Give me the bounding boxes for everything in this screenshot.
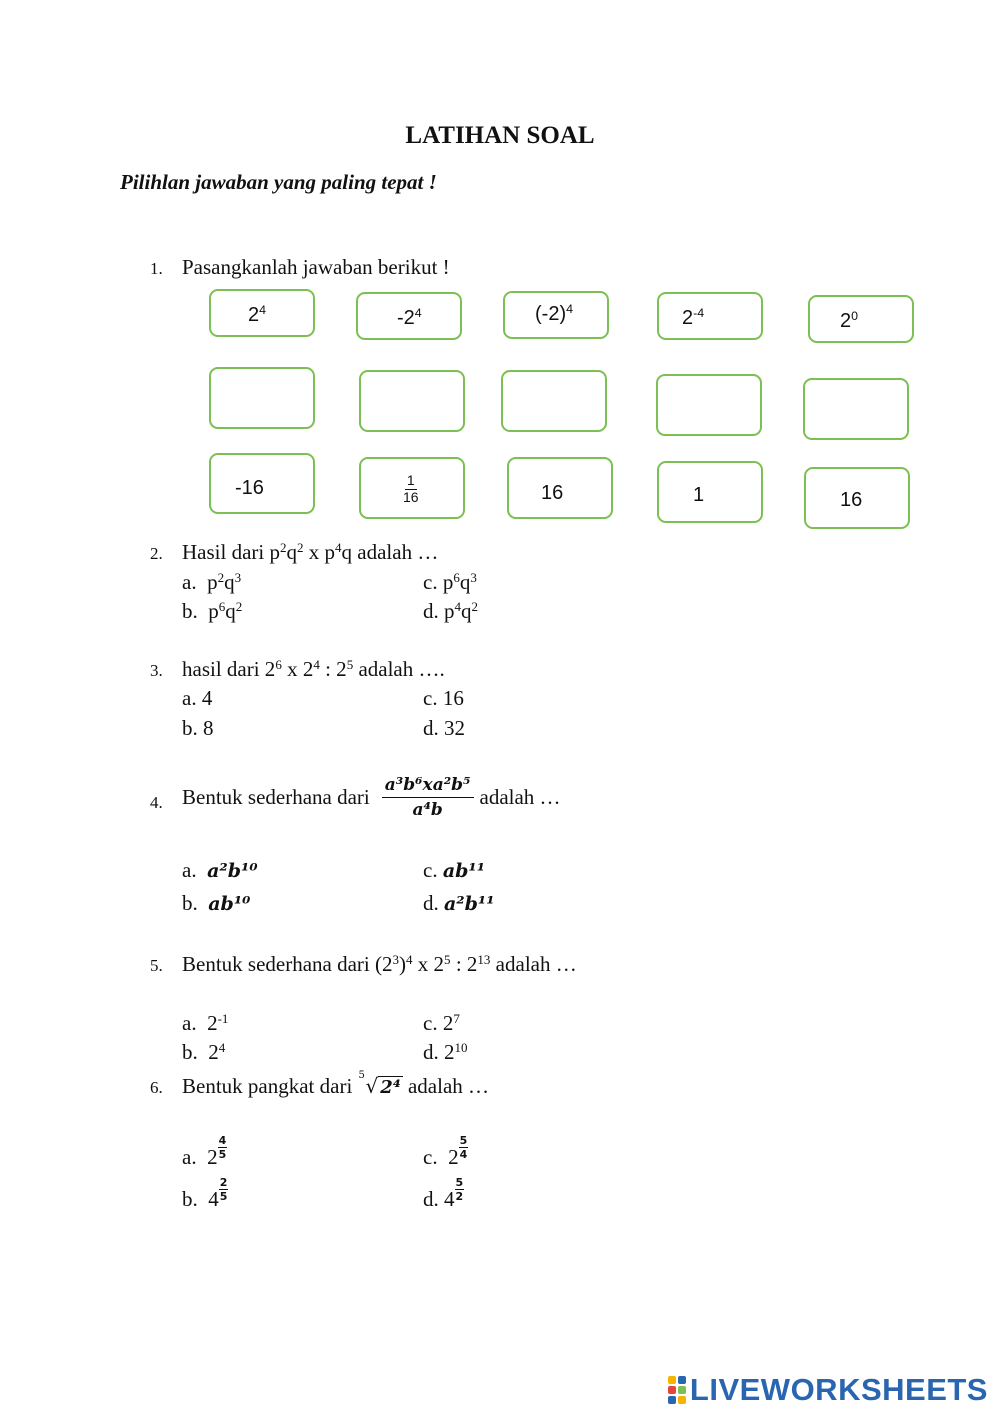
expression-1: $2^4$ [248,303,267,326]
q5-option-b[interactable]: b. $2^4$ [182,1039,226,1064]
q5-option-a[interactable]: a. $2^{-1}$ [182,1010,229,1035]
expression-3: $(-2)^4$ [535,302,574,325]
q6-option-d[interactable]: d. 4 $\frac{5}{2}$ [423,1176,464,1211]
answer-card-4[interactable] [657,461,763,523]
expression-box-3 [503,291,609,339]
q2-option-d[interactable]: d. $p^4q^2$ [423,598,479,623]
liveworksheets-logo-icon [668,1376,686,1404]
q5-option-d[interactable]: d. $2^{10}$ [423,1039,468,1064]
expression-box-2 [356,292,462,340]
question-6-number: 6. [150,1078,163,1097]
q2-option-a[interactable]: a. $p^2q^3$ [182,569,242,594]
expression-4: $2^{-4}$ [682,306,705,329]
q4-option-a[interactable]: a. a²b¹⁰ [182,858,258,882]
liveworksheets-logo-text: LIVEWORKSHEETS [689,1372,988,1407]
instruction: Pilihlan jawaban yang paling tepat ! [120,170,437,194]
q3-option-a[interactable]: a. 4 [182,686,213,710]
liveworksheets-logo [668,1372,988,1408]
question-3-text: hasil dari $2^6$ x $2^4$ : $2^5$ adalah …. [182,656,445,681]
q4-fraction: $\frac{\text{a³b⁶xa²b⁵}}{\text{a⁴b}}$ [382,775,474,820]
q4-option-b[interactable]: b. ab¹⁰ [182,891,251,915]
question-3-number: 3. [150,661,163,680]
drop-target-2[interactable] [359,370,465,432]
answer-5-label: 16 [840,489,863,511]
drop-target-3[interactable] [501,370,607,432]
question-1-number: 1. [150,259,163,278]
q6-radical: 5 √ 2⁴ [358,1070,401,1098]
question-6-text: Bentuk pangkat dari 5 √ 2⁴ adalah … [182,1070,490,1098]
question-2-text: Hasil dari $p^2q^2$ x $p^4q$ adalah … [182,539,439,564]
q3-option-b[interactable]: b. 8 [182,716,214,740]
q6-option-c[interactable]: c. 2 $\frac{5}{4}$ [423,1134,468,1169]
q2-option-b[interactable]: b. $p^6q^2$ [182,598,243,623]
answer-card-1[interactable] [209,453,315,514]
answer-card-2[interactable] [359,457,465,519]
question-5-number: 5. [150,956,163,975]
q4-option-c[interactable]: c. ab¹¹ [423,858,486,882]
drop-target-4[interactable] [656,374,762,436]
page-title: LATIHAN SOAL [405,122,595,149]
answer-3-label: 16 [541,482,564,504]
q3-option-c[interactable]: c. 16 [423,686,464,710]
answer-4-label: 1 [693,484,705,506]
expression-box-1 [209,289,315,337]
answer-card-3[interactable] [507,457,613,519]
question-4-number: 4. [150,793,163,812]
q6-option-b[interactable]: b. 4 $\frac{2}{5}$ [182,1176,228,1211]
answer-card-5[interactable] [804,467,910,529]
question-2-number: 2. [150,544,163,563]
q6-option-a[interactable]: a. 2 $\frac{4}{5}$ [182,1134,227,1169]
q3-option-d[interactable]: d. 32 [423,716,465,740]
expression-5: $2^0$ [840,309,859,332]
question-4-text: Bentuk sederhana dari $\frac{\text{a³b⁶xa²b⁵}}{\text{a⁴b}}$ adalah … [182,775,561,820]
question-1-text: Pasangkanlah jawaban berikut ! [182,255,450,279]
drop-target-5[interactable] [803,378,909,440]
q2-option-c[interactable]: c. $p^6q^3$ [423,569,477,594]
question-5-text: Bentuk sederhana dari $(2^3)^4$ x $2^5$ : $2^{13}$ adalah … [182,951,577,976]
q5-option-c[interactable]: c. $2^7$ [423,1010,460,1035]
q4-option-d[interactable]: d. a²b¹¹ [423,891,495,915]
expression-box-5 [808,295,914,343]
expression-box-4 [657,292,763,340]
expression-2: $-2^4$ [397,306,422,329]
answer-1-label: -16 [235,477,264,499]
drop-target-1[interactable] [209,367,315,429]
answer-2-fraction: $\frac{1}{16}$ [403,472,419,505]
